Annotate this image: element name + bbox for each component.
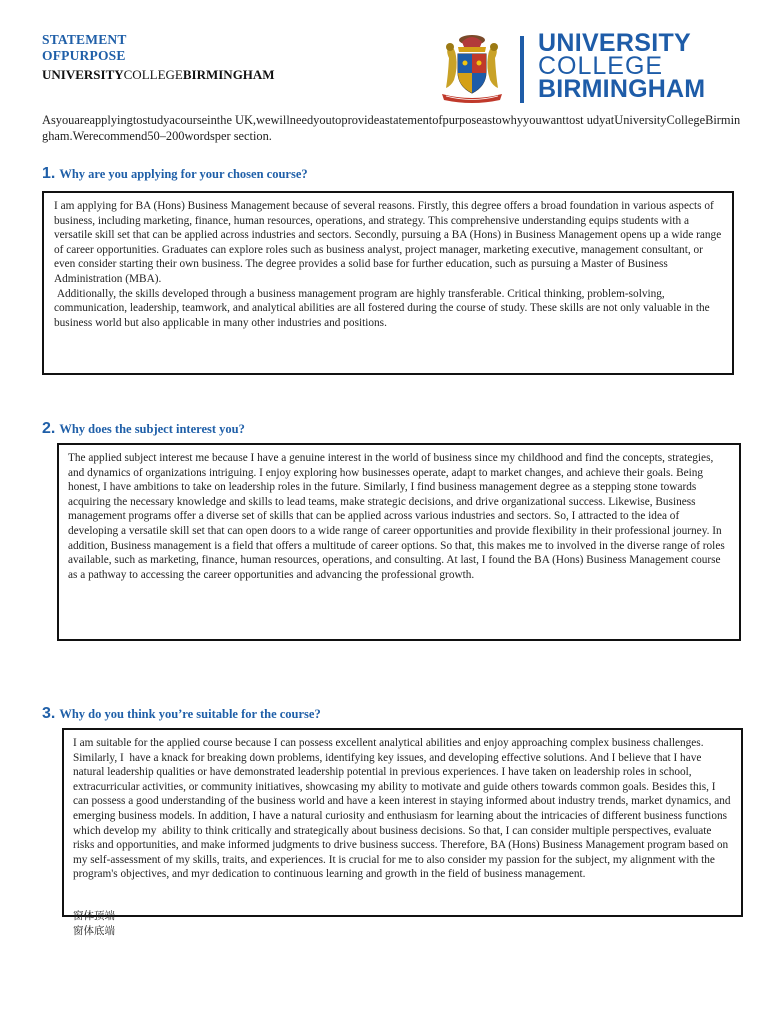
logo-divider	[520, 36, 524, 103]
question-3-heading	[42, 705, 321, 723]
question-2-title: Why does the subject interest you?	[59, 422, 245, 436]
answer-2-box[interactable]: The applied subject interest me because I have a genuine interest in the world of business since my childhood and find the concepts, strategies, and dynamics of organizations intriguing. I enjoy exploring how businesses operate, adapt to market changes, and achieve their goals. Being honest, I have ambitions to take on leadership roles in the future. Similarly, I find business management degree as a stepping stone towards acquiring the necessary knowledge and skills to lead teams, make strategic decisions, and drive organizational success. Likewise, Business management programs offer a diverse set of skills that can be applied across various industries and sectors. So, I attracted to the idea of developing a versatile skill set that can open doors to a wide range of career opportunities and provide flexibility in their professional journey. In addition, Business management is a field that offers a multitude of career options. So that, this makes me to involved in the diverse range of roles available, such as marketing, finance, human resources, operations, and consulting. At last, I found the BA (Hons) Business Management course as a pathway to accessing the career opportunities and advancing the professional growth.	[57, 443, 741, 641]
answer-1-box[interactable]: I am applying for BA (Hons) Business Management because of several reasons. Firstly, this degree offers a broad foundation in various aspects of business, including marketing, finance, human resources, operations, and strategy. This comprehensive understanding equips students with a versatile skill set that can be applied across industries and sectors. Secondly, pursuing a BA (Hons) in Business Management opens up a wide range of career opportunities. Graduates can explore roles such as business analyst, project manager, marketing executive, management consultant, or even consider starting their own business. The degree provides a solid base for further education, such as pursuing a Master of Business Administration (MBA). Additionally, the skills developed through a business management program are highly transferable. Critical thinking, problem-solving, communication, leadership, teamwork, and analytical abilities are all fostered during the course of study. These skills are not only valuable in the business world but also applicable in many other industries and positions.	[42, 191, 734, 375]
intro-paragraph: Asyouareapplyingtostudyacourseinthe UK,wewillneedyoutoprovideastatementofpurposeastowhyyouwanttost udyatUniversityCollegeBirmingham.Werecommend50–200wordsper section.	[42, 113, 741, 143]
university-logo-wordmark	[538, 29, 706, 103]
statement-title-line2: OFPURPOSE	[42, 48, 126, 63]
document-header	[42, 32, 275, 84]
logo-line-birmingham: BIRMINGHAM	[538, 75, 706, 103]
college-word: COLLEGE	[123, 67, 183, 82]
form-boundary-markers	[73, 909, 115, 939]
form-bottom-marker: 窗体底端	[73, 925, 115, 937]
question-1-title: Why are you applying for your chosen course?	[59, 167, 308, 181]
question-3-title: Why do you think you’re suitable for the course?	[59, 707, 321, 721]
question-2-number: 2.	[42, 420, 56, 437]
logo-line-college: COLLEGE	[538, 52, 664, 80]
statement-title-line1: STATEMENT	[42, 32, 127, 47]
question-2-heading	[42, 420, 245, 438]
question-1-heading	[42, 165, 308, 183]
form-top-marker: 窗体顶端	[73, 910, 115, 922]
birmingham-word: BIRMINGHAM	[182, 67, 275, 82]
logo-line-university: UNIVERSITY	[538, 29, 692, 57]
answer-3-box[interactable]: I am suitable for the applied course because I can possess excellent analytical abilities and enjoy approaching complex business challenges. Similarly, I have a knack for breaking down problems, identifying key issues, and developing effective solutions. And I believe that I have natural leadership qualities or have demonstrated leadership potential in previous experiences. I have taken on leadership roles in school, extracurricular activities, or community initiatives, showcasing my ability to motivate and guide others towards common goals. Besides this, I can possess a good understanding of the business world and have a keen interest in staying informed about industry trends, market dynamics, and emerging business models. In addition, I have a natural curiosity and enthusiasm for learning about the intricacies of different business functions which develop my ability to think critically and strategically about business decisions. So that, I can consider multiple perspectives, evaluate risks and opportunities, and make informed judgments to drive business success. Therefore, BA (Hons) Business Management program based on my self-assessment of my skills, traits, and experiences. It is crucial for me to also consider my passion for the subject, my alignment with the program's objectives, and myr dedication to continuous learning and growth in the field of business management.	[62, 728, 743, 917]
university-name-line	[42, 66, 275, 84]
question-1-number: 1.	[42, 165, 56, 182]
university-word: UNIVERSITY	[42, 67, 124, 82]
question-3-number: 3.	[42, 705, 56, 722]
coat-of-arms-crest-icon	[436, 30, 508, 104]
